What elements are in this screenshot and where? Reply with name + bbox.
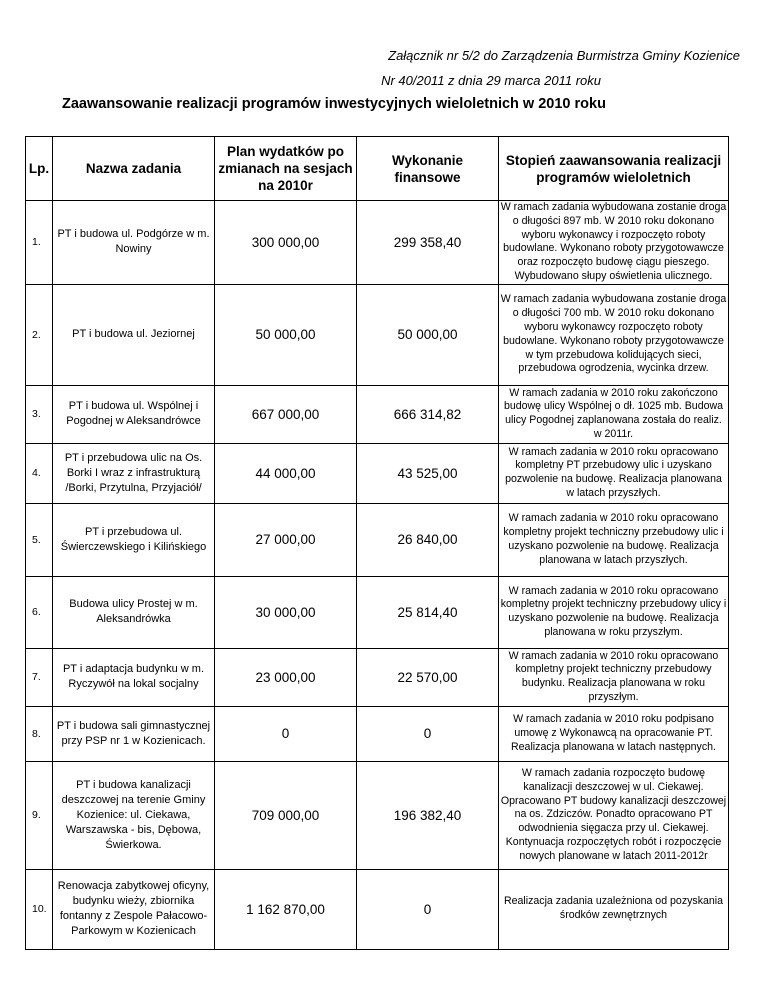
row-lp: 9. <box>26 761 53 869</box>
table-row <box>26 706 729 761</box>
row-lp: 5. <box>26 503 53 576</box>
column-header-name: Nazwa zadania <box>53 137 215 201</box>
row-exec-value: 196 382,40 <box>357 761 499 869</box>
table-row <box>26 576 729 648</box>
row-exec-value: 0 <box>357 706 499 761</box>
table-row <box>26 443 729 503</box>
row-progress-text: W ramach zadania w 2010 roku opracowano kompletny projekt techniczny przebudowy ulic i uzyskano pozwolenie na budowę. Realizacja planowana w latach przyszłych. <box>499 503 729 576</box>
row-progress-text: W ramach zadania w 2010 roku opracowano kompletny PT przebudowy ulic i uzyskano pozwolenie na budowę. Realizacja planowana w latach przyszłych. <box>499 443 729 503</box>
row-plan-value: 30 000,00 <box>215 576 357 648</box>
row-plan-value: 709 000,00 <box>215 761 357 869</box>
row-plan-value: 23 000,00 <box>215 648 357 706</box>
row-progress-text: Realizacja zadania uzależniona od pozyskania środków zewnętrznych <box>499 869 729 949</box>
row-exec-value: 666 314,82 <box>357 385 499 443</box>
row-lp: 10. <box>26 869 53 949</box>
column-header-lp: Lp. <box>26 137 53 201</box>
row-plan-value: 50 000,00 <box>215 284 357 385</box>
row-lp: 2. <box>26 284 53 385</box>
row-lp: 8. <box>26 706 53 761</box>
order-reference: Nr 40/2011 z dnia 29 marca 2011 roku <box>381 73 601 88</box>
row-task-name: PT i budowa ul. Wspólnej i Pogodnej w Aleksandrówce <box>53 385 215 443</box>
attachment-reference: Załącznik nr 5/2 do Zarządzenia Burmistrza Gminy Kozienice <box>388 48 740 63</box>
row-progress-text: W ramach zadania wybudowana zostanie droga o długości 700 mb. W 2010 roku dokonano wyboru wykonawcy rozpoczęto roboty budowlane. Wykonano roboty przygotowawcze w tym przebudowa kolidujących sieci, przebudowa ogrodzenia, wycinka drzew. <box>499 284 729 385</box>
row-progress-text: W ramach zadania w 2010 roku zakończono budowę ulicy Wspólnej o dł. 1025 mb. Budowa ulicy Pogodnej zaplanowana została do realiz. w 2011r. <box>499 385 729 443</box>
row-exec-value: 22 570,00 <box>357 648 499 706</box>
row-task-name: PT i budowa sali gimnastycznej przy PSP nr 1 w Kozienicach. <box>53 706 215 761</box>
table-row <box>26 503 729 576</box>
row-exec-value: 25 814,40 <box>357 576 499 648</box>
row-task-name: PT i przebudowa ul. Świerczewskiego i Kilińskiego <box>53 503 215 576</box>
row-plan-value: 0 <box>215 706 357 761</box>
row-plan-value: 667 000,00 <box>215 385 357 443</box>
row-progress-text: W ramach zadania w 2010 roku opracowano kompletny projekt techniczny przebudowy ulicy i uzyskano pozwolenie na budowę. Realizacja planowana w roku przyszłym. <box>499 576 729 648</box>
row-plan-value: 300 000,00 <box>215 201 357 285</box>
column-header-progress: Stopień zaawansowania realizacji programów wieloletnich <box>499 137 729 201</box>
row-progress-text: W ramach zadania wybudowana zostanie droga o długości 897 mb. W 2010 roku dokonano wyboru wykonawcy i rozpoczęto roboty budowlane. Wykonano roboty przygotowawcze oraz rozpoczęto budowę ciągu pieszego. Wybudowano słupy oświetlenia ulicznego. <box>499 201 729 285</box>
table-row <box>26 385 729 443</box>
row-lp: 3. <box>26 385 53 443</box>
table-row <box>26 869 729 949</box>
row-task-name: Budowa ulicy Prostej w m. Aleksandrówka <box>53 576 215 648</box>
row-exec-value: 0 <box>357 869 499 949</box>
row-progress-text: W ramach zadania w 2010 roku opracowano kompletny projekt techniczny przebudowy budynku. Realizacja planowana w roku przyszłym. <box>499 648 729 706</box>
row-plan-value: 44 000,00 <box>215 443 357 503</box>
row-task-name: PT i adaptacja budynku w m. Ryczywół na lokal socjalny <box>53 648 215 706</box>
row-exec-value: 299 358,40 <box>357 201 499 285</box>
row-exec-value: 43 525,00 <box>357 443 499 503</box>
row-task-name: PT i budowa ul. Jeziornej <box>53 284 215 385</box>
row-plan-value: 1 162 870,00 <box>215 869 357 949</box>
row-plan-value: 27 000,00 <box>215 503 357 576</box>
row-task-name: PT i budowa ul. Podgórze w m. Nowiny <box>53 201 215 285</box>
row-progress-text: W ramach zadania rozpoczęto budowę kanalizacji deszczowej w ul. Ciekawej. Opracowano PT budowy kanalizacji deszczowej na os. Zdziczów. Ponadto opracowano PT odwodnienia sięgacza przy ul. Ciekawej. Kontynuacja rozpoczętych robót i rozpoczęcie nowych planowane w latach 2011-2012r <box>499 761 729 869</box>
table-row <box>26 201 729 285</box>
row-progress-text: W ramach zadania w 2010 roku podpisano umowę z Wykonawcą na opracowanie PT. Realizacja planowana w latach następnych. <box>499 706 729 761</box>
row-lp: 4. <box>26 443 53 503</box>
row-task-name: Renowacja zabytkowej oficyny, budynku wieży, zbiornika fontanny z Zespole Pałacowo- Parkowym w Kozienicach <box>53 869 215 949</box>
table-row <box>26 284 729 385</box>
document-title: Zaawansowanie realizacji programów inwestycyjnych wieloletnich w 2010 roku <box>62 96 606 112</box>
row-task-name: PT i budowa kanalizacji deszczowej na terenie Gminy Kozienice: ul. Ciekawa, Warszawska - bis, Dębowa, Świerkowa. <box>53 761 215 869</box>
row-exec-value: 50 000,00 <box>357 284 499 385</box>
table-row <box>26 761 729 869</box>
investment-table <box>25 136 729 950</box>
row-lp: 1. <box>26 201 53 285</box>
column-header-exec: Wykonanie finansowe <box>357 137 499 201</box>
table-row <box>26 648 729 706</box>
row-lp: 7. <box>26 648 53 706</box>
column-header-plan: Plan wydatków po zmianach na sesjach na 2010r <box>215 137 357 201</box>
row-lp: 6. <box>26 576 53 648</box>
table-header-row <box>26 137 729 201</box>
row-exec-value: 26 840,00 <box>357 503 499 576</box>
row-task-name: PT i przebudowa ulic na Os. Borki I wraz z infrastrukturą /Borki, Przytulna, Przyjaciół/ <box>53 443 215 503</box>
